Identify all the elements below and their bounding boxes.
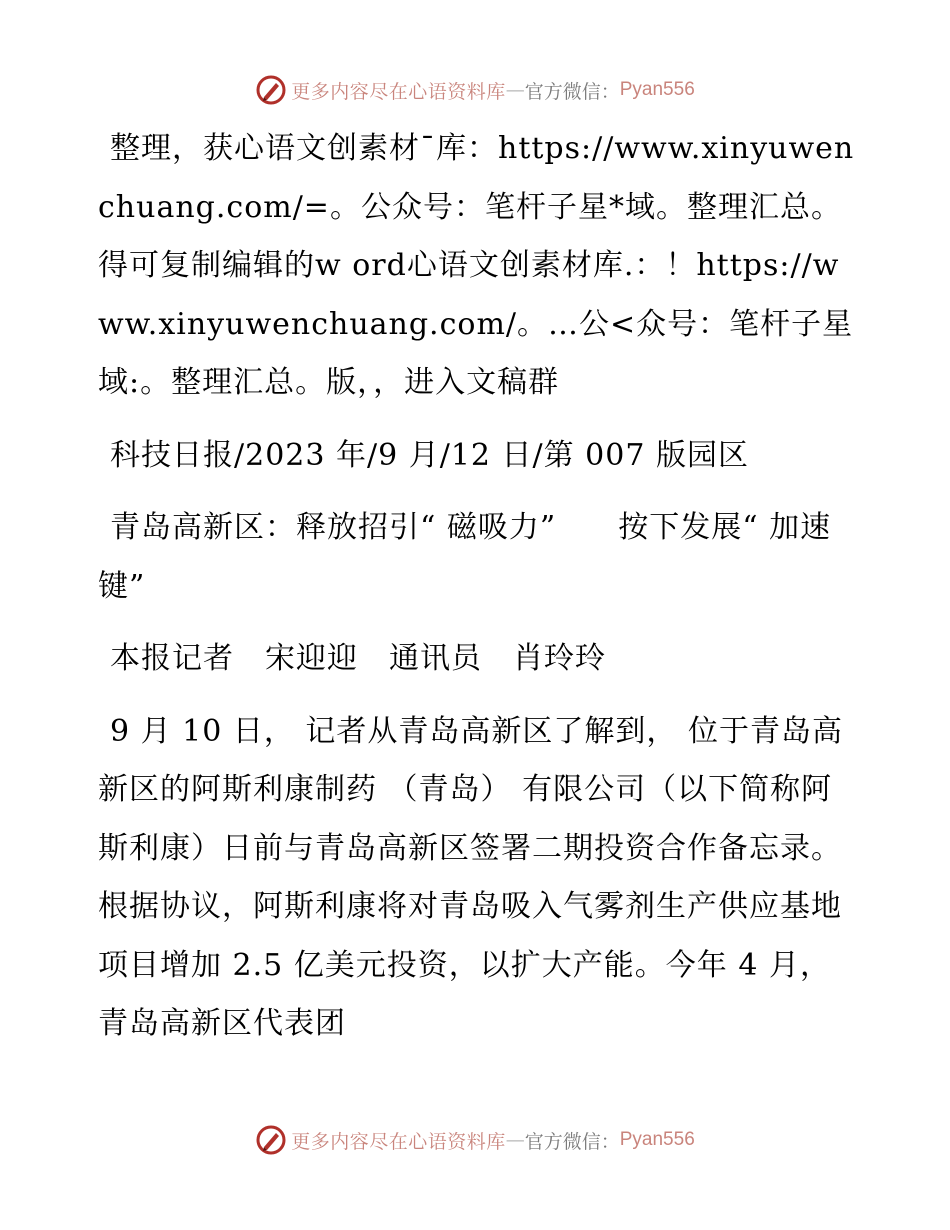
document-body xyxy=(98,120,858,1068)
watermark-wechat-id: Pyan556 xyxy=(619,79,695,100)
watermark-brand-text: 更多内容尽在心语资料库 xyxy=(291,80,506,103)
watermark-separator: — xyxy=(505,79,525,101)
pen-logo-icon xyxy=(255,1124,287,1156)
footer-watermark xyxy=(0,1120,950,1160)
watermark-wechat-label: 官方微信： xyxy=(524,1130,620,1153)
byline: 本报记者 宋迎迎 通讯员 肖玲玲 xyxy=(110,641,606,676)
body-paragraph: 9 月 10 日， 记者从青岛高新区了解到， 位于青岛高新区的阿斯利康制药 （青岛） 有限公司（以下简称阿斯利康）日前与青岛高新区签署二期投资合作备忘录。根据协议，阿斯利康将对青岛吸入气雾剂生产供应基地项目增加 2.5 亿美元投资，以扩大产能。今年 4 月，青岛高新区代表团 xyxy=(98,713,843,1041)
promo-paragraph: 整理，获心语文创素材¯库：https://www.xinyuwenchuang.com/=。公众号：笔杆子星*域。整理汇总。得可复制编辑的w ord心语文创素材库.：！https://www.xinyuwenchuang.com/。…公<众号：笔杆子星域:。整理汇总。版，，进入文稿群 xyxy=(98,131,855,400)
article-headline: 青岛高新区：释放招引“ 磁吸力” 按下发展“ 加速键” xyxy=(98,510,832,604)
watermark-separator: — xyxy=(505,1129,525,1151)
source-line: 科技日报/2023 年/9 月/12 日/第 007 版园区 xyxy=(110,437,749,473)
header-watermark xyxy=(0,70,950,110)
watermark-brand-text: 更多内容尽在心语资料库 xyxy=(291,1130,506,1153)
watermark-wechat-id: Pyan556 xyxy=(619,1129,695,1150)
pen-logo-icon xyxy=(255,74,287,106)
watermark-wechat-label: 官方微信： xyxy=(524,80,620,103)
